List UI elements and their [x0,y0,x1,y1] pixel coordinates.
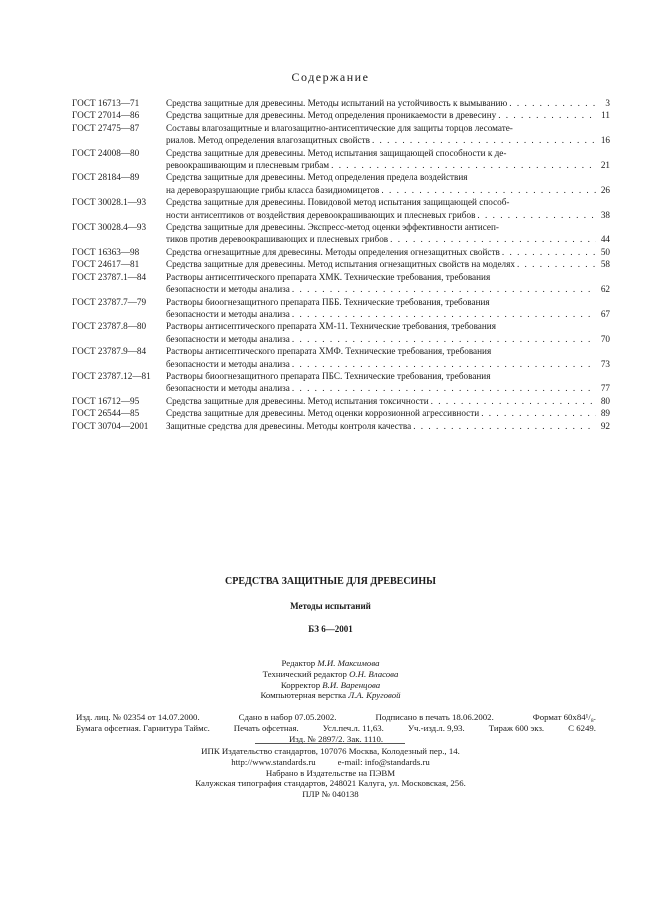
leader-dots [477,209,596,221]
leader-dots [381,184,596,196]
credit-role: Корректор [280,679,321,690]
leader-dots [517,258,596,270]
entry-title-line [166,184,610,196]
credit-role: Компьютерная верстка [260,690,347,701]
imprint-cell: Бумага офсетная. Гарнитура Таймс. [76,723,210,733]
entry-title-line [166,358,610,370]
bz-number: БЗ 6—2001 [308,624,353,634]
leader-dots [431,395,596,407]
credit-layout [0,690,661,701]
standard-code: ГОСТ 16712—95 [72,395,140,406]
entry-title-line [166,258,610,270]
entry-title-text: Растворы биоогнезащитного препарата ПББ. Технические требования, требования [166,296,490,307]
entry-title [166,370,610,395]
entry-title-line [166,345,610,357]
toc-entry [72,395,610,407]
entry-title [166,395,610,407]
entry-title [166,320,610,345]
standard-code: ГОСТ 16713—71 [72,98,140,108]
toc-entry [72,147,610,172]
imprint-cell: Сдано в набор 07.05.2002. [238,712,337,722]
entry-title [166,122,610,147]
toc-entry [72,345,610,370]
toc-entry [72,171,610,196]
entry-title-text: Средства защитные для древесины. Метод оценки коррозионной агрессивности [166,408,480,419]
imprint-cell: Формат 60x84¹/₈. [532,712,596,722]
toc-entry [72,296,610,321]
entry-title-text: Средства защитные для древесины. Метод испытания защищающей способности к де- [166,147,507,158]
entry-title [166,296,610,321]
entry-title-text: Растворы антисептического препарата ХМ-11. Технические требования, требования [166,321,496,332]
credits-block [0,658,661,701]
entry-title [166,258,610,270]
entry-title-line [166,209,610,221]
entry-title-text: безопасности и методы анализа [166,333,290,344]
page-number: 67 [600,308,610,319]
leader-dots [413,420,596,432]
entry-title-text: безопасности и методы анализа [166,284,290,295]
entry-title [166,171,610,196]
entry-title-line [166,320,610,332]
entry-title-text: Средства защитные для древесины. Методы испытаний на устойчивость к вымыванию [166,98,508,108]
leader-dots [292,358,596,370]
entry-title-line [166,395,610,407]
leader-dots [498,109,596,121]
leader-dots [372,134,596,146]
entry-title [166,345,610,370]
page-number: 3 [605,98,610,108]
imprint-cell: Тираж 600 экз. [488,723,545,733]
standard-code: ГОСТ 16363—98 [72,246,140,257]
entry-title-text: Средства защитные для древесины. Метод испытания огнезащитных свойств на моделях [166,259,515,270]
entry-title-text: ности антисептиков от воздействия деревоокрашивающих и плесневых грибов [166,209,476,220]
entry-title-line [166,221,610,233]
entry-title-line [166,97,610,109]
credit-name: О.Н. Власова [349,668,399,679]
page-number: 70 [600,333,610,344]
standard-code: ГОСТ 30028.1—93 [72,197,147,208]
page-number: 44 [600,234,610,245]
standard-code: ГОСТ 26544—85 [72,408,140,419]
entry-title-line [166,420,610,432]
leader-dots [509,97,596,109]
entry-title-text: Средства защитные для древесины. Метод испытания токсичности [166,395,429,406]
standard-code: ГОСТ 24008—80 [72,147,140,158]
leader-dots [481,407,596,419]
credit-corrector [0,680,661,691]
imprint-cell: Подписано в печать 18.06.2002. [375,712,494,722]
leader-dots [502,246,596,258]
entry-title-text: риалов. Метод определения влагозащитных свойств [166,135,370,146]
page-number: 62 [600,284,610,295]
leader-dots [390,233,596,245]
entry-title-text: Средства защитные для древесины. Экспресс-метод оценки эффективности антисеп- [166,222,499,233]
page-number: 77 [600,383,610,394]
entry-title-text: Защитные средства для древесины. Методы контроля качества [166,420,412,431]
toc-title: Содержание [291,70,370,84]
leader-dots [292,333,596,345]
standard-code: ГОСТ 23787.9—84 [72,346,147,357]
credit-name: М.И. Максимова [317,658,380,668]
standard-code: ГОСТ 23787.8—80 [72,321,147,332]
imprint-cell: С 6249. [568,723,596,733]
standard-code: ГОСТ 30028.4—93 [72,222,147,233]
imprint-cell: Усл.печ.л. 11,63. [322,723,384,733]
credit-name: Л.А. Круговой [348,690,401,701]
credit-tech-editor [0,669,661,680]
imprint-row [76,712,596,723]
entry-title [166,221,610,246]
entry-title-line [166,233,610,245]
toc-entry [72,370,610,395]
entry-title-line [166,196,610,208]
imprint-row: Изд. № 2897/2. Зак. 1110. [288,734,384,744]
entry-title-text: Растворы антисептического препарата ХМК. Технические требования, требования [166,271,491,282]
page-number: 11 [601,110,610,121]
entry-title-text: безопасности и методы анализа [166,383,290,394]
entry-title-line [166,271,610,283]
standard-code: ГОСТ 24617—81 [72,259,140,270]
publisher-block [0,746,661,800]
entry-title-text: Средства защитные для древесины. Метод определения предела воздействия [166,172,468,183]
entry-title [166,420,610,432]
entry-title-text: безопасности и методы анализа [166,308,290,319]
imprint-cell: Печать офсетная. [233,723,299,733]
entry-title-text: ревоокрашивающим и плесневым грибам [166,160,330,171]
separator-line [255,743,405,744]
toc-entry [72,407,610,419]
standard-code: ГОСТ 23787.7—79 [72,296,147,307]
toc-entry [72,122,610,147]
table-of-contents [72,97,610,432]
page-number: 80 [600,395,610,406]
entry-title-text: Растворы антисептического препарата ХМФ. Технические требования, требования [166,346,492,357]
imprint-cell: Изд. лиц. № 02354 от 14.07.2000. [76,712,200,722]
entry-title-line [166,171,610,183]
credit-role: Технический редактор [262,668,347,679]
credit-name: В.И. Варенцова [322,679,381,690]
entry-title [166,109,610,121]
publisher-line: Калужская типография стандартов, 248021 Калуга, ул. Московская, 256. [195,778,466,789]
entry-title [166,196,610,221]
toc-entry [72,221,610,246]
standard-code: ГОСТ 30704—2001 [72,420,149,431]
entry-title [166,147,610,172]
toc-entry [72,420,610,432]
entry-title-text: Средства защитные для древесины. Повидовой метод испытания защищающей способ- [166,197,510,208]
entry-title-text: Средства защитные для древесины. Метод определения проникаемости в древесину [166,110,497,121]
standard-code: ГОСТ 27014—86 [72,110,140,121]
entry-title-line [166,382,610,394]
page-number: 26 [600,184,610,195]
leader-dots [331,159,596,171]
imprint-block [76,712,596,745]
entry-title-line [166,147,610,159]
entry-title-line [166,109,610,121]
entry-title [166,97,610,109]
page-number: 58 [600,259,610,270]
page-number: 73 [600,358,610,369]
toc-entry [72,320,610,345]
collection-title: СРЕДСТВА ЗАЩИТНЫЕ ДЛЯ ДРЕВЕСИНЫ [225,576,436,587]
leader-dots [292,283,596,295]
entry-title-line [166,134,610,146]
credit-role: Редактор [281,658,316,668]
imprint-cell: Уч.-изд.л. 9,93. [407,723,465,733]
standard-code: ГОСТ 23787.12—81 [72,370,151,381]
toc-entry [72,97,610,109]
entry-title-text: на дереворазрушающие грибы класса базидиомицетов [166,184,380,195]
entry-title [166,407,610,419]
page-number: 21 [600,160,610,171]
publisher-line: ПЛР № 040138 [302,789,359,800]
collection-subtitle: Методы испытаний [290,601,371,611]
entry-title-text: Растворы биоогнезащитного препарата ПБС. Технические требования, требования [166,370,491,381]
page-number: 50 [600,246,610,257]
entry-title-line [166,122,610,134]
standard-code: ГОСТ 23787.1—84 [72,271,147,282]
entry-title-line [166,308,610,320]
entry-title-line [166,159,610,171]
page-number: 38 [600,209,610,220]
entry-title [166,246,610,258]
entry-title-line [166,407,610,419]
publisher-line: ИПК Издательство стандартов, 107076 Москва, Колодезный пер., 14. [201,746,460,756]
toc-entry [72,258,610,270]
page-number: 92 [600,420,610,431]
entry-title-line [166,246,610,258]
entry-title-line [166,296,610,308]
standard-code: ГОСТ 27475—87 [72,122,140,133]
entry-title-line [166,283,610,295]
standard-code: ГОСТ 28184—89 [72,172,140,183]
imprint-row [76,723,596,734]
toc-entry [72,246,610,258]
leader-dots [292,308,596,320]
page-number: 89 [600,408,610,419]
entry-title-line [166,370,610,382]
toc-entry [72,196,610,221]
leader-dots [292,382,596,394]
toc-entry [72,271,610,296]
credit-editor [0,658,661,669]
publisher-line: Набрано в Издательстве на ПЭВМ [265,767,396,778]
entry-title-text: Средства огнезащитные для древесины. Методы определения огнезащитных свойств [166,246,500,257]
toc-entry [72,109,610,121]
publisher-line: http://www.standards.ru e-mail: info@standards.ru [231,756,430,767]
page-number: 16 [600,135,610,146]
entry-title-text: Составы влагозащитные и влагозащитно-антисептические для защиты торцов лесомате- [166,122,513,133]
entry-title-line [166,333,610,345]
entry-title-text: безопасности и методы анализа [166,358,290,369]
entry-title-text: тиков против деревоокрашивающих и плесневых грибов [166,234,389,245]
entry-title [166,271,610,296]
